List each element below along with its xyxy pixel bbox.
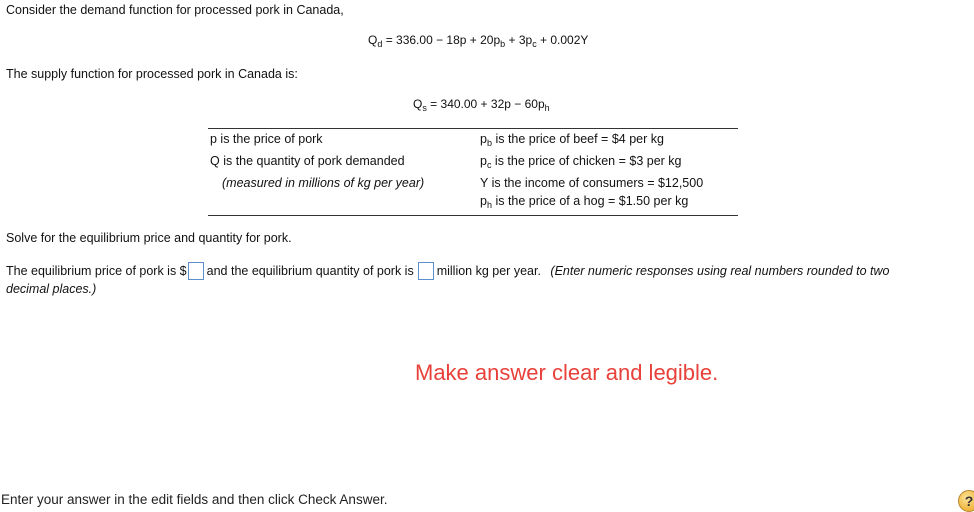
demand-part2: + 3p bbox=[505, 33, 533, 47]
definitions-top-rule bbox=[208, 128, 738, 129]
def-ph bbox=[480, 194, 688, 208]
supply-equation bbox=[413, 97, 550, 111]
quantity-answer-input[interactable] bbox=[418, 262, 434, 280]
answer-text-part1: The equilibrium price of pork is $ bbox=[6, 264, 187, 278]
answer-text-part2: and the equilibrium quantity of pork is bbox=[206, 264, 414, 278]
solve-prompt: Solve for the equilibrium price and quantity for pork. bbox=[6, 231, 292, 245]
def-pb-symbol: p bbox=[480, 132, 487, 146]
legibility-note: Make answer clear and legible. bbox=[415, 360, 719, 385]
supply-sub1: h bbox=[544, 103, 550, 113]
demand-part1: = 336.00 − 18p + 20p bbox=[382, 33, 501, 47]
supply-intro-text: The supply function for processed pork in Canada is: bbox=[6, 67, 298, 81]
demand-sub2: c bbox=[532, 39, 537, 49]
def-q: Q is the quantity of pork demanded bbox=[210, 154, 405, 168]
def-pc-text: is the price of chicken = $3 per kg bbox=[491, 154, 682, 168]
supply-lhs: Q bbox=[413, 97, 423, 111]
def-pb bbox=[480, 132, 664, 146]
def-pc-sub: c bbox=[486, 160, 492, 170]
answer-line bbox=[6, 262, 889, 280]
supply-part1: = 340.00 + 32p − 60p bbox=[426, 97, 545, 111]
price-answer-input[interactable] bbox=[188, 262, 204, 280]
def-p: p is the price of pork bbox=[210, 132, 323, 146]
def-ph-symbol: p bbox=[480, 194, 487, 208]
def-y: Y is the income of consumers = $12,500 bbox=[480, 176, 704, 190]
def-measured: (measured in millions of kg per year) bbox=[222, 176, 425, 190]
help-icon: ? bbox=[964, 493, 974, 509]
demand-sub1: b bbox=[500, 39, 506, 49]
demand-lhs-sub: d bbox=[377, 39, 383, 49]
answer-text-part3: million kg per year. bbox=[436, 264, 541, 278]
def-ph-text: is the price of a hog = $1.50 per kg bbox=[491, 194, 689, 208]
supply-lhs-sub: s bbox=[422, 103, 427, 113]
demand-equation bbox=[368, 33, 588, 47]
def-pb-text: is the price of beef = $4 per kg bbox=[491, 132, 664, 146]
def-pc bbox=[480, 154, 682, 168]
definitions-bottom-rule bbox=[208, 215, 738, 216]
def-pb-sub: b bbox=[486, 138, 492, 148]
intro-text: Consider the demand function for processed pork in Canada, bbox=[6, 3, 344, 17]
answer-instruction: (Enter numeric responses using real numbers rounded to two bbox=[550, 264, 890, 278]
demand-part3: + 0.002Y bbox=[536, 33, 589, 47]
footer-instruction: Enter your answer in the edit fields and then click Check Answer. bbox=[1, 492, 388, 507]
help-button[interactable] bbox=[958, 490, 974, 512]
demand-lhs: Q bbox=[368, 33, 378, 47]
def-pc-symbol: p bbox=[480, 154, 487, 168]
def-ph-sub: h bbox=[486, 200, 492, 210]
answer-instruction-cont: decimal places.) bbox=[6, 282, 97, 296]
